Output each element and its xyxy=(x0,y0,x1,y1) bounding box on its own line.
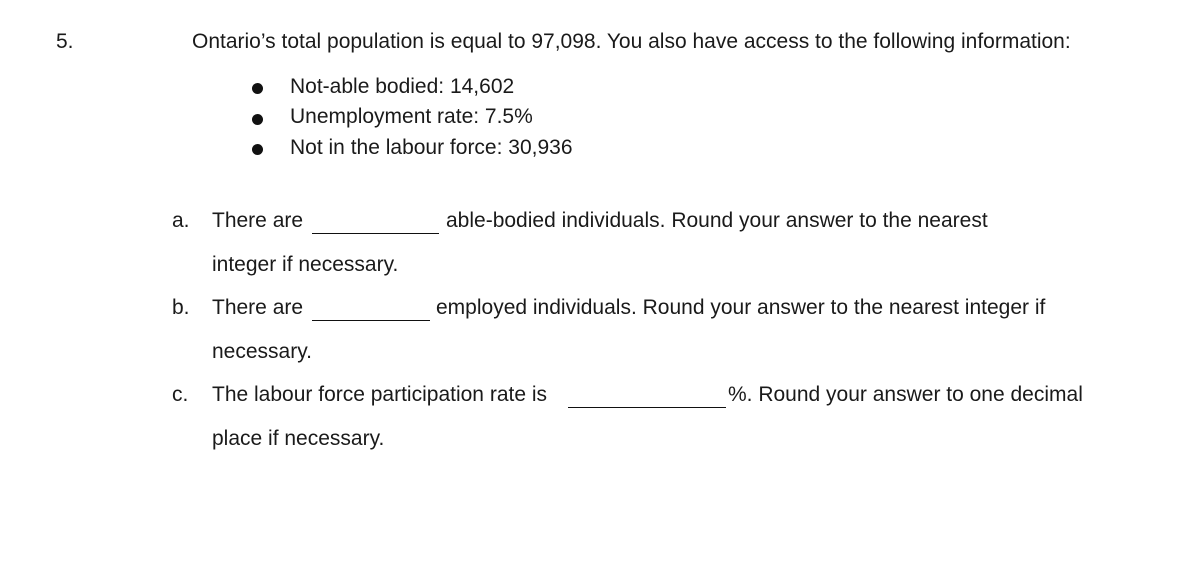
part-text-before: The labour force participation rate is xyxy=(212,383,548,406)
answer-blank[interactable] xyxy=(312,320,430,321)
part-letter: c. xyxy=(172,383,189,406)
part-text-after: able-bodied individuals. Round your answer to the nearest xyxy=(446,209,988,232)
bullet-icon xyxy=(252,114,263,125)
part-text-after: employed individuals. Round your answer to the nearest integer if xyxy=(436,296,1046,319)
bullet-icon xyxy=(252,83,263,94)
part-text-before: There are xyxy=(212,296,304,319)
answer-blank[interactable] xyxy=(312,233,439,234)
part-text-continuation: place if necessary. xyxy=(212,427,385,450)
part-letter: b. xyxy=(172,296,190,319)
answer-blank[interactable] xyxy=(568,407,726,408)
fact-text: Not-able bodied: 14,602 xyxy=(290,75,515,98)
fact-text: Unemployment rate: 7.5% xyxy=(290,105,533,128)
question-number: 5. xyxy=(56,30,74,53)
question-intro: Ontario’s total population is equal to 97,098. You also have access to the following information: xyxy=(192,30,1071,53)
fact-text: Not in the labour force: 30,936 xyxy=(290,136,573,159)
bullet-icon xyxy=(252,144,263,155)
part-text-after: %. Round your answer to one decimal xyxy=(728,383,1083,406)
part-letter: a. xyxy=(172,209,190,232)
part-text-continuation: necessary. xyxy=(212,340,312,363)
part-text-before: There are xyxy=(212,209,304,232)
part-text-continuation: integer if necessary. xyxy=(212,253,399,276)
